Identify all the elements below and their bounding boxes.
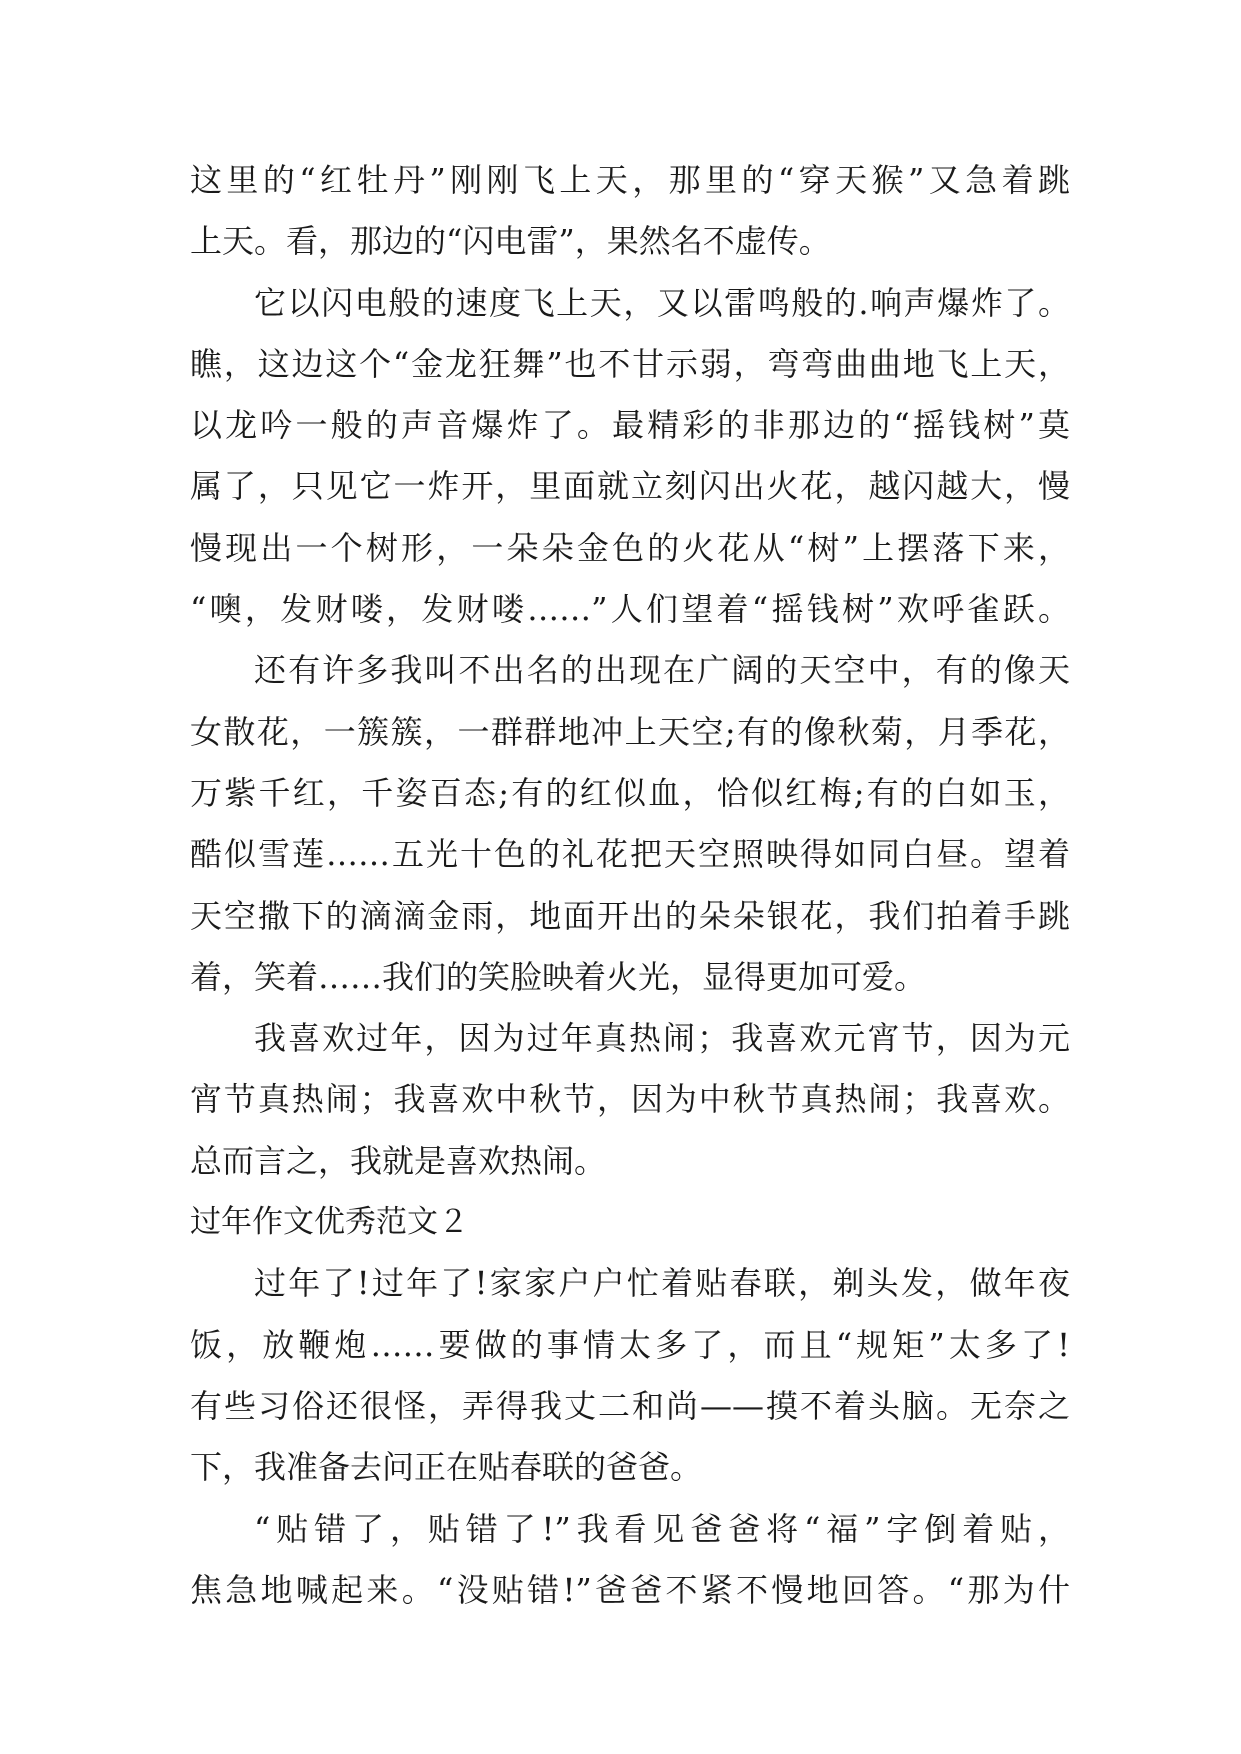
text-line: 着，笑着……我们的笑脸映着火光，显得更加可爱。 [190, 957, 927, 996]
text-line: 慢现出一个树形，一朵朵金色的火花从“树”上摆落下来， [190, 528, 1070, 567]
text-line: 瞧，这边这个“金龙狂舞”也不甘示弱，弯弯曲曲地飞上天， [190, 344, 1070, 383]
text-line: 饭，放鞭炮……要做的事情太多了，而且“规矩”太多了! [190, 1325, 1070, 1364]
text-line: 宵节真热闹；我喜欢中秋节，因为中秋节真热闹；我喜欢。 [190, 1080, 1070, 1119]
text-line: 有些习俗还很怪，弄得我丈二和尚——摸不着头脑。无奈之 [190, 1386, 1070, 1425]
text-line: 焦急地喊起来。“没贴错!”爸爸不紧不慢地回答。“那为什 [190, 1570, 1070, 1609]
text-line: 上天。看，那边的“闪电雷”，果然名不虚传。 [190, 222, 831, 261]
paragraph-start-line: 过年了!过年了!家家户户忙着贴春联，剃头发，做年夜 [254, 1264, 1070, 1303]
text-line: “噢，发财喽，发财喽……”人们望着“摇钱树”欢呼雀跃。 [190, 590, 1070, 629]
document-body [190, 150, 1070, 1621]
text-line: 万紫千红，千姿百态;有的红似血，恰似红梅;有的白如玉， [190, 773, 1070, 812]
text-line: 天空撒下的滴滴金雨，地面开出的朵朵银花，我们拍着手跳 [190, 896, 1070, 935]
paragraph-start-line: 还有许多我叫不出名的出现在广阔的天空中，有的像天 [254, 651, 1070, 690]
paragraph-start-line: “贴错了，贴错了!”我看见爸爸将“福”字倒着贴， [254, 1509, 1070, 1548]
text-line: 属了，只见它一炸开，里面就立刻闪出火花，越闪越大，慢 [190, 467, 1070, 506]
text-line: 以龙吟一般的声音爆炸了。最精彩的非那边的“摇钱树”莫 [190, 406, 1070, 445]
section-heading: 过年作文优秀范文２ [190, 1204, 469, 1241]
text-line: 酷似雪莲……五光十色的礼花把天空照映得如同白昼。望着 [190, 835, 1070, 874]
paragraph-start-line: 我喜欢过年，因为过年真热闹；我喜欢元宵节，因为元 [254, 1019, 1070, 1058]
text-line: 这里的“红牡丹”刚刚飞上天，那里的“穿天猴”又急着跳 [190, 161, 1070, 199]
text-line: 总而言之，我就是喜欢热闹。 [190, 1141, 607, 1180]
text-line: 下，我准备去问正在贴春联的爸爸。 [190, 1448, 703, 1487]
text-line: 女散花，一簇簇，一群群地冲上天空;有的像秋菊，月季花， [190, 712, 1070, 751]
paragraph-start-line: 它以闪电般的速度飞上天，又以雷鸣般的.响声爆炸了。 [254, 283, 1070, 322]
